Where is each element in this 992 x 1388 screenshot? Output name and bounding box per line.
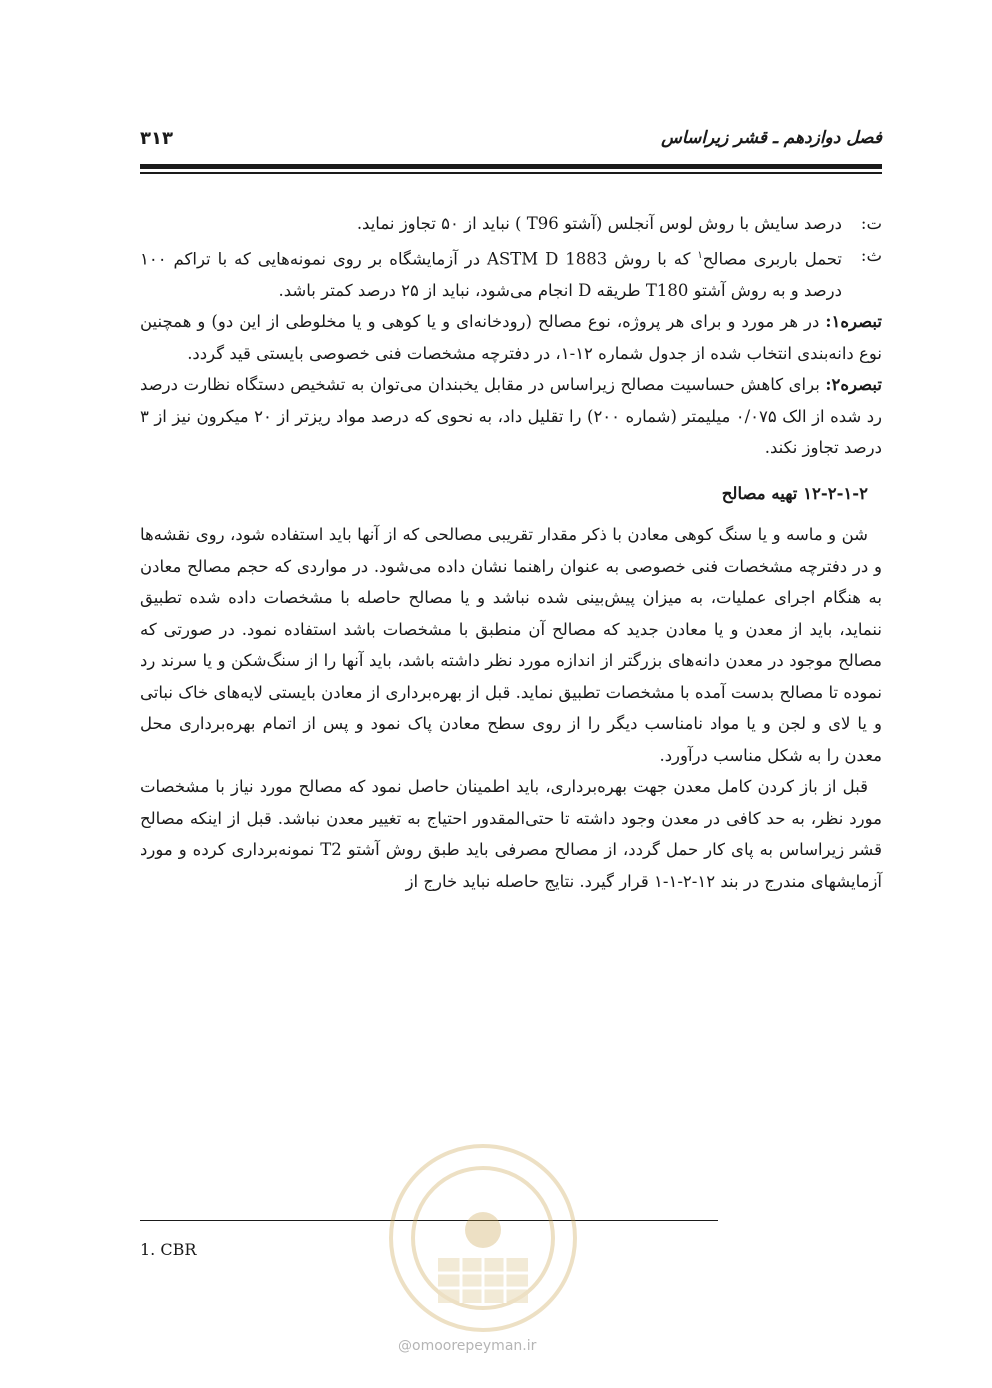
note-title: تبصره۱: (825, 312, 882, 331)
item-text: تحمل باربری مصالح (702, 249, 842, 268)
item-label: ت: (860, 214, 882, 233)
note-text: برای کاهش حساسیت مصالح زیراساس در مقابل یخبندان می‌توان به تشخیص دستگاه نظارت درصد رد شده از الک ۰/۰۷۵ میلیمتر (شماره ۲۰۰) را تقلیل داد، به نحوی که درصد مواد ریزتر از ۲۰ میکرون نیز از ۳ درصد تجاوز نکند. (140, 375, 883, 457)
section-heading: ۱۲-۲-۱-۲ تهیه مصالح (721, 483, 868, 503)
footnote-marker: ۱ (697, 249, 703, 261)
header-rule-thick (140, 164, 882, 169)
watermark-logo-icon (383, 1138, 583, 1338)
header-rule-thin (140, 172, 882, 174)
chapter-title: فصل دوازدهم ـ قشر زیراساس (661, 128, 882, 148)
body-paragraph: قبل از باز کردن کامل معدن جهت بهره‌برداری، باید اطمینان حاصل نمود که مصالح مورد نیاز با مشخصات مورد نظر، به حد کافی در معدن وجود داشته تا حتی‌المقدور احتیاج به تغییر معدن نباشد. قبل از اینکه مصالح قشر زیراساس به پای کار حمل گردد، از مصالح مصرفی باید طبق روش آشتو T2 نمونه‌برداری کرده و مورد آزمایشهای مندرج در بند ۱۲-۲-۱-۱ قرار گیرد. نتایج حاصله نباید خارج از (140, 777, 882, 891)
note-title: تبصره۲: (825, 375, 882, 394)
page-body (140, 208, 882, 897)
note-text: در هر مورد و برای هر پروژه، نوع مصالح (رودخانه‌ای و یا کوهی و یا مخلوطی از این دو) و همچنین نوع دانه‌بندی انتخاب شده از جدول شماره ۱۲-۱، در دفترچه مشخصات فنی خصوصی بایستی قید گردد. (140, 312, 882, 363)
body-paragraph: شن و ماسه و یا سنگ کوهی معادن با ذکر مقدار تقریبی مصالحی که از آنها باید استفاده شود، روی نقشه‌ها و در دفترچه مشخصات فنی خصوصی به عنوان راهنما نشان داده می‌شود. در مواردی که حجم مصالح معادن به هنگام اجرای عملیات، به میزان پیش‌بینی شده نباشد و یا مصالح حاصله با مشخصات داده شده تطبیق ننماید، باید از معدن و یا معادن جدید که مصالح آن منطبق با مشخصات باشد استفاده نمود. در صورتی که مصالح موجود در معدن دانه‌های بزرگتر از اندازه مورد نظر داشته باشد، باید آنها را از سنگ‌شکن و یا سرند رد نموده تا مصالح بدست آمده با مشخصات تطبیق نماید. قبل از بهره‌برداری از معادن بایستی لایه‌های خاک نباتی و یا لای و لجن و یا مواد نامناسب دیگر را از روی سطح معادن پاک نمود و پس از اتمام بهره‌برداری محل معدن را به شکل مناسب درآورد. (140, 525, 882, 765)
note-2 (140, 369, 882, 464)
list-item-th (140, 240, 882, 307)
watermark-site: @omoorepeyman.ir (398, 1338, 537, 1354)
note-1 (140, 306, 882, 369)
item-text: درصد سایش با روش لوس آنجلس (آشتو T96 ) نباید از ۵۰ تجاوز نماید. (356, 214, 842, 233)
item-label: ث: (860, 245, 882, 265)
page-header (140, 128, 882, 162)
page-number: ۳۱۳ (140, 128, 173, 149)
item-text-continued: که با روش ASTM D 1883 در آزمایشگاه بر روی نمونه‌هایی که با تراکم ۱۰۰ درصد و به روش آشتو T180 طریقه D انجام می‌شود، نباید از ۲۵ درصد کمتر باشد. (140, 249, 842, 300)
footnote: 1. CBR (140, 1240, 197, 1259)
list-item-t (140, 208, 882, 240)
